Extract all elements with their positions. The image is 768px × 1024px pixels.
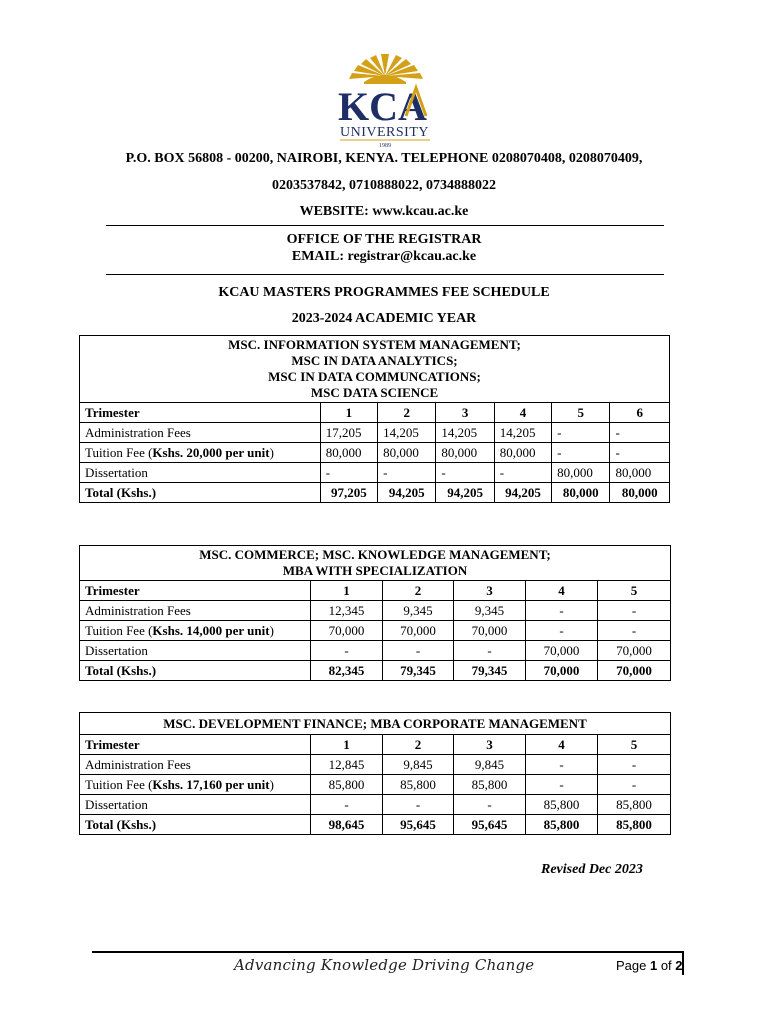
- admin-fees-row: Administration Fees 12,345 9,345 9,345 - -: [80, 601, 671, 621]
- tuition-fee-row: Tuition Fee (Kshs. 17,160 per unit) 85,800 85,800 85,800 - -: [80, 775, 671, 795]
- footer-motto: Advancing Knowledge Driving Change: [234, 956, 535, 974]
- address-line-2: 0203537842, 0710888022, 0734888022: [272, 178, 496, 193]
- academic-year: 2023-2024 ACADEMIC YEAR: [291, 311, 477, 326]
- email-line: EMAIL: registrar@kcau.ac.ke: [291, 249, 477, 264]
- total-row: Total (Kshs.) 82,345 79,345 79,345 70,000 70,000: [80, 661, 671, 681]
- dissertation-row: Dissertation - - - 85,800 85,800: [80, 795, 671, 815]
- header-divider-2: [106, 274, 664, 275]
- footer-divider: [92, 951, 682, 953]
- address-line-1: P.O. BOX 56808 - 00200, NAIROBI, KENYA. TELEPHONE 0208070408, 0208070409,: [125, 151, 643, 166]
- tuition-fee-row: Tuition Fee (Kshs. 20,000 per unit) 80,000 80,000 80,000 80,000 - -: [80, 443, 670, 463]
- svg-text:KCA: KCA: [338, 84, 427, 129]
- trimester-row: Trimester 1 2 3 4 5 6: [80, 403, 670, 423]
- trimester-row: Trimester 1 2 3 4 5: [80, 581, 671, 601]
- fee-table-commerce: [79, 545, 671, 681]
- tuition-fee-row: Tuition Fee (Kshs. 14,000 per unit) 70,000 70,000 70,000 - -: [80, 621, 671, 641]
- table-title: MSC. DEVELOPMENT FINANCE; MBA CORPORATE MANAGEMENT: [80, 713, 671, 735]
- website-line: WEBSITE: www.kcau.ac.ke: [299, 204, 469, 219]
- header-divider: [106, 225, 664, 226]
- office-title: OFFICE OF THE REGISTRAR: [286, 232, 482, 247]
- svg-text:UNIVERSITY: UNIVERSITY: [340, 125, 429, 140]
- trimester-row: Trimester 1 2 3 4 5: [80, 735, 671, 755]
- dissertation-row: Dissertation - - - - 80,000 80,000: [80, 463, 670, 483]
- total-row: Total (Kshs.) 98,645 95,645 95,645 85,800 85,800: [80, 815, 671, 835]
- admin-fees-row: Administration Fees 17,205 14,205 14,205 14,205 - -: [80, 423, 670, 443]
- fee-table-information-systems: [79, 335, 670, 503]
- revision-note: Revised Dec 2023: [541, 862, 643, 877]
- table-title: MSC. INFORMATION SYSTEM MANAGEMENT; MSC IN DATA ANALYTICS; MSC IN DATA COMMUNCATIONS; MSC DATA SCIENCE: [80, 336, 670, 403]
- total-row: Total (Kshs.) 97,205 94,205 94,205 94,205 80,000 80,000: [80, 483, 670, 503]
- svg-text:1989: 1989: [379, 143, 391, 148]
- page-number: Page 1 of 2: [616, 958, 683, 973]
- admin-fees-row: Administration Fees 12,845 9,845 9,845 - -: [80, 755, 671, 775]
- dissertation-row: Dissertation - - - 70,000 70,000: [80, 641, 671, 661]
- table-title: MSC. COMMERCE; MSC. KNOWLEDGE MANAGEMENT; MBA WITH SPECIALIZATION: [80, 546, 671, 581]
- kca-university-logo: [334, 48, 436, 148]
- fee-table-development-finance: [79, 712, 671, 835]
- document-title: KCAU MASTERS PROGRAMMES FEE SCHEDULE: [218, 285, 550, 300]
